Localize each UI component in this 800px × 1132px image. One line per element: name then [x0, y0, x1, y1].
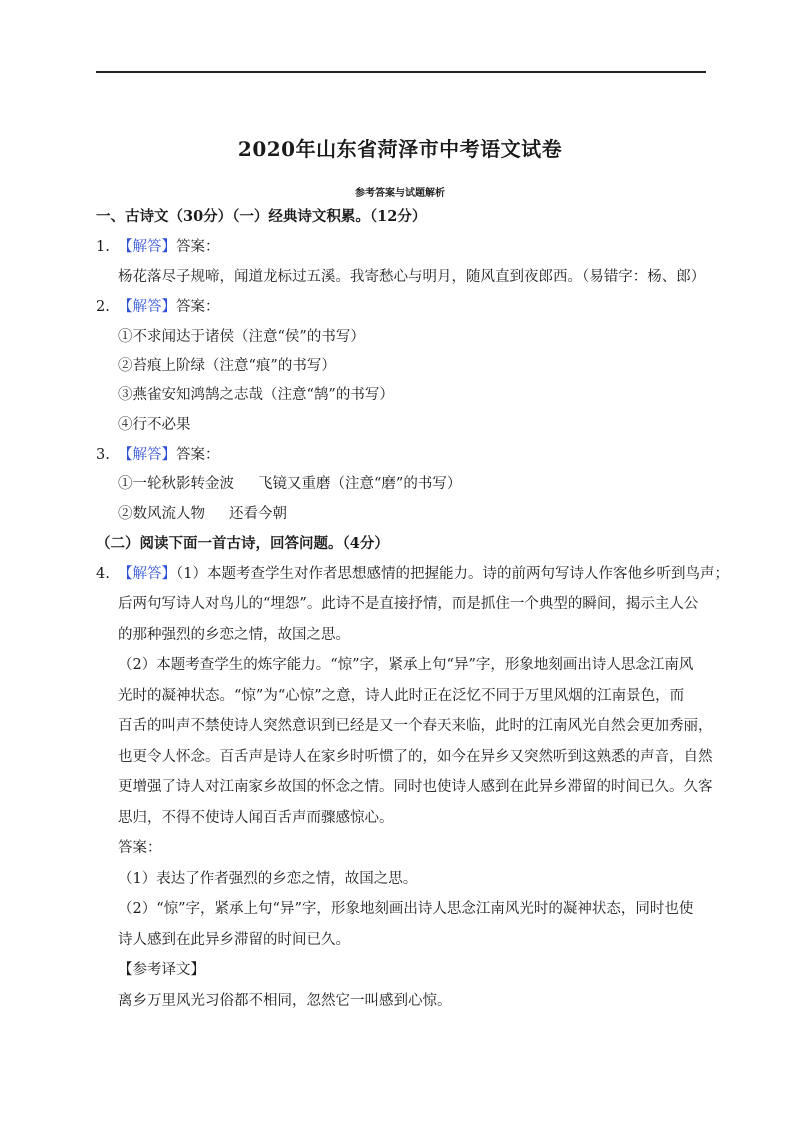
question-4-line: 也更令人怀念。百舌声是诗人在家乡时听惯了的，如今在异乡又突然听到这熟悉的声音，自然 [118, 749, 713, 765]
reference-translation-heading: 【参考译文】 [118, 962, 205, 978]
question-3-item-part: 飞镜又重磨（注意“磨”的书写） [258, 476, 462, 492]
question-3-item [118, 504, 287, 524]
answer-tag: 【解答】 [118, 566, 176, 582]
question-4-line: 思归，不得不使诗人闻百舌声而骤感惊心。 [118, 810, 394, 826]
reference-translation-line: 离乡万里风光习俗都不相同，忽然它一叫感到心惊。 [118, 993, 452, 1009]
header-rule [96, 71, 706, 73]
page-title: 2020年山东省菏泽市中考语文试卷 [237, 137, 563, 161]
question-4-line: （2）“惊”字，紧承上句“异”字，形象地刻画出诗人思念江南风光时的凝神状态，同时也使 [118, 901, 694, 917]
question-2-header [96, 297, 220, 317]
section2-heading: （二）阅读下面一首古诗，回答问题。（4分） [96, 535, 389, 552]
question-4-header [96, 564, 729, 584]
question-number: 1. [96, 239, 110, 255]
question-4-line: 更增强了诗人对江南家乡故国的怀念之情。同时也使诗人感到在此异乡滞留的时间已久。久客 [118, 779, 713, 795]
question-4-line: 百舌的叫声不禁使诗人突然意识到已经是又一个春天来临，此时的江南风光自然会更加秀丽， [118, 718, 713, 734]
answer-label: 答案： [176, 239, 220, 255]
question-1-answer: 杨花落尽子规啼，闻道龙标过五溪。我寄愁心与明月，随风直到夜郎西。（易错字：杨、郎） [118, 269, 706, 285]
question-4-line: 诗人感到在此异乡滞留的时间已久。 [118, 932, 350, 948]
question-4-line: 后两句写诗人对鸟儿的“埋怨”。此诗不是直接抒情，而是抓住一个典型的瞬间，揭示主人公 [118, 596, 699, 612]
question-4-answer-label: 答案： [118, 840, 162, 856]
section1-heading: 一、古诗文（30分）（一）经典诗文积累。（12分） [96, 208, 427, 225]
question-1-header [96, 237, 220, 257]
answer-tag: 【解答】 [118, 447, 176, 463]
answer-label: 答案： [176, 447, 220, 463]
page-subtitle: 参考答案与试题解析 [355, 188, 445, 199]
question-4-line: （1）表达了作者强烈的乡恋之情，故国之思。 [118, 871, 418, 887]
question-3-header [96, 445, 220, 465]
question-number: 4. [96, 566, 110, 582]
question-3-item-part: ②数风流人物 [118, 506, 205, 522]
answer-label: 答案： [176, 299, 220, 315]
question-number: 2. [96, 299, 110, 315]
answer-tag: 【解答】 [118, 239, 176, 255]
question-2-item: ③燕雀安知鸿鹄之志哉（注意“鹄”的书写） [118, 387, 394, 403]
question-2-item: ④行不必果 [118, 417, 191, 433]
question-3-item [118, 474, 461, 494]
question-2-item: ①不求闻达于诸侯（注意“侯”的书写） [118, 329, 365, 345]
question-2-item: ②苔痕上阶绿（注意“痕”的书写） [118, 358, 336, 374]
question-number: 3. [96, 447, 110, 463]
question-4-first-line: （1）本题考查学生对作者思想感情的把握能力。诗的前两句写诗人作客他乡听到鸟声； [176, 566, 729, 582]
question-4-line: （2）本题考查学生的炼字能力。“惊”字，紧承上句“异”字，形象地刻画出诗人思念江南风 [118, 657, 694, 673]
answer-tag: 【解答】 [118, 299, 176, 315]
question-3-item-part: ①一轮秋影转金波 [118, 476, 234, 492]
question-4-line: 光时的凝神状态。“惊”为“心惊”之意，诗人此时正在泛忆不同于万里风烟的江南景色，而 [118, 688, 685, 704]
question-4-line: 的那种强烈的乡恋之情，故国之思。 [118, 627, 350, 643]
question-3-item-part: 还看今朝 [229, 506, 287, 522]
